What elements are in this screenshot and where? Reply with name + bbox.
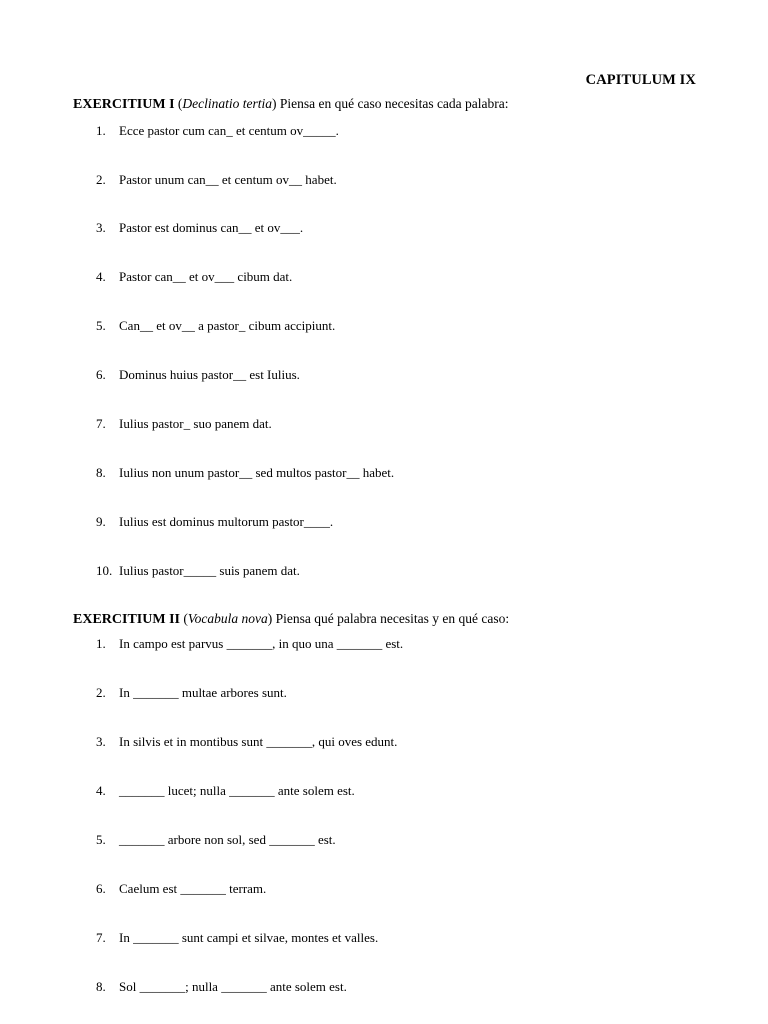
exercise-1-item — [96, 563, 300, 579]
exercise-1-subtitle: Declinatio tertia — [182, 96, 272, 111]
exercise-2-paren-close: ) — [267, 611, 273, 626]
item-number: 2. — [96, 685, 106, 700]
item-text: Iulius pastor_____ suis panem dat. — [119, 563, 300, 578]
exercise-2-item — [96, 832, 336, 848]
item-text: Dominus huius pastor__ est Iulius. — [119, 367, 300, 382]
item-number: 4. — [96, 783, 106, 798]
item-number: 8. — [96, 465, 106, 480]
item-number: 1. — [96, 123, 106, 138]
item-number: 3. — [96, 734, 106, 749]
item-text: Sol _______; nulla _______ ante solem est. — [119, 979, 347, 994]
item-text: In _______ multae arbores sunt. — [119, 685, 287, 700]
exercise-1-item — [96, 416, 272, 432]
exercise-1-item — [96, 269, 292, 285]
exercise-1-title: EXERCITIUM I — [73, 97, 175, 112]
chapter-title: CAPITULUM IX — [585, 72, 696, 88]
exercise-2-paren-open: ( — [179, 611, 188, 626]
item-text: _______ lucet; nulla _______ ante solem est. — [119, 783, 355, 798]
item-text: Pastor can__ et ov___ cibum dat. — [119, 269, 293, 284]
item-text: Caelum est _______ terram. — [119, 881, 267, 896]
exercise-2-item — [96, 685, 287, 701]
item-number: 7. — [96, 930, 106, 945]
item-number: 1. — [96, 636, 106, 651]
exercise-1-paren-open: ( — [174, 96, 183, 111]
exercise-2-item — [96, 881, 266, 897]
exercise-2-item — [96, 783, 355, 799]
exercise-2-heading — [73, 611, 509, 628]
exercise-1-instruction: Piensa en qué caso necesitas cada palabra: — [276, 96, 509, 111]
exercise-1-item — [96, 514, 333, 530]
item-text: Ecce pastor cum can_ et centum ov_____. — [119, 123, 339, 138]
exercise-2-item — [96, 979, 347, 995]
item-number: 4. — [96, 269, 106, 284]
exercise-2-item — [96, 930, 378, 946]
exercise-2-subtitle: Vocabula nova — [187, 611, 268, 626]
item-number: 6. — [96, 367, 106, 382]
item-number: 6. — [96, 881, 106, 896]
item-number: 2. — [96, 172, 106, 187]
exercise-1-item — [96, 465, 394, 481]
item-number: 5. — [96, 832, 106, 847]
exercise-2-instruction: Piensa qué palabra necesitas y en qué caso: — [272, 611, 510, 626]
exercise-1-item — [96, 123, 339, 139]
exercise-2-title: EXERCITIUM II — [73, 612, 180, 627]
item-number: 8. — [96, 979, 106, 994]
exercise-1-heading — [73, 96, 509, 113]
exercise-1-item — [96, 367, 300, 383]
item-text: In campo est parvus _______, in quo una _______ est. — [119, 636, 404, 651]
item-text: Can__ et ov__ a pastor_ cibum accipiunt. — [119, 318, 336, 333]
item-number: 9. — [96, 514, 106, 529]
exercise-1-item — [96, 220, 303, 236]
item-text: Pastor est dominus can__ et ov___. — [119, 220, 304, 235]
exercise-2-item — [96, 734, 397, 750]
exercise-1-item — [96, 318, 335, 334]
item-text: In silvis et in montibus sunt _______, qui oves edunt. — [119, 734, 398, 749]
item-number: 5. — [96, 318, 106, 333]
exercise-1-paren-close: ) — [272, 96, 277, 111]
item-number: 3. — [96, 220, 106, 235]
item-text: Iulius non unum pastor__ sed multos pastor__ habet. — [119, 465, 395, 480]
exercise-1-item — [96, 172, 337, 188]
item-number: 7. — [96, 416, 106, 431]
item-text: Iulius est dominus multorum pastor____. — [119, 514, 334, 529]
item-text: Pastor unum can__ et centum ov__ habet. — [119, 172, 337, 187]
item-number: 10. — [96, 563, 113, 578]
item-text: Iulius pastor_ suo panem dat. — [119, 416, 272, 431]
item-text: In _______ sunt campi et silvae, montes et valles. — [119, 930, 379, 945]
item-text: _______ arbore non sol, sed _______ est. — [119, 832, 336, 847]
exercise-2-item — [96, 636, 403, 652]
